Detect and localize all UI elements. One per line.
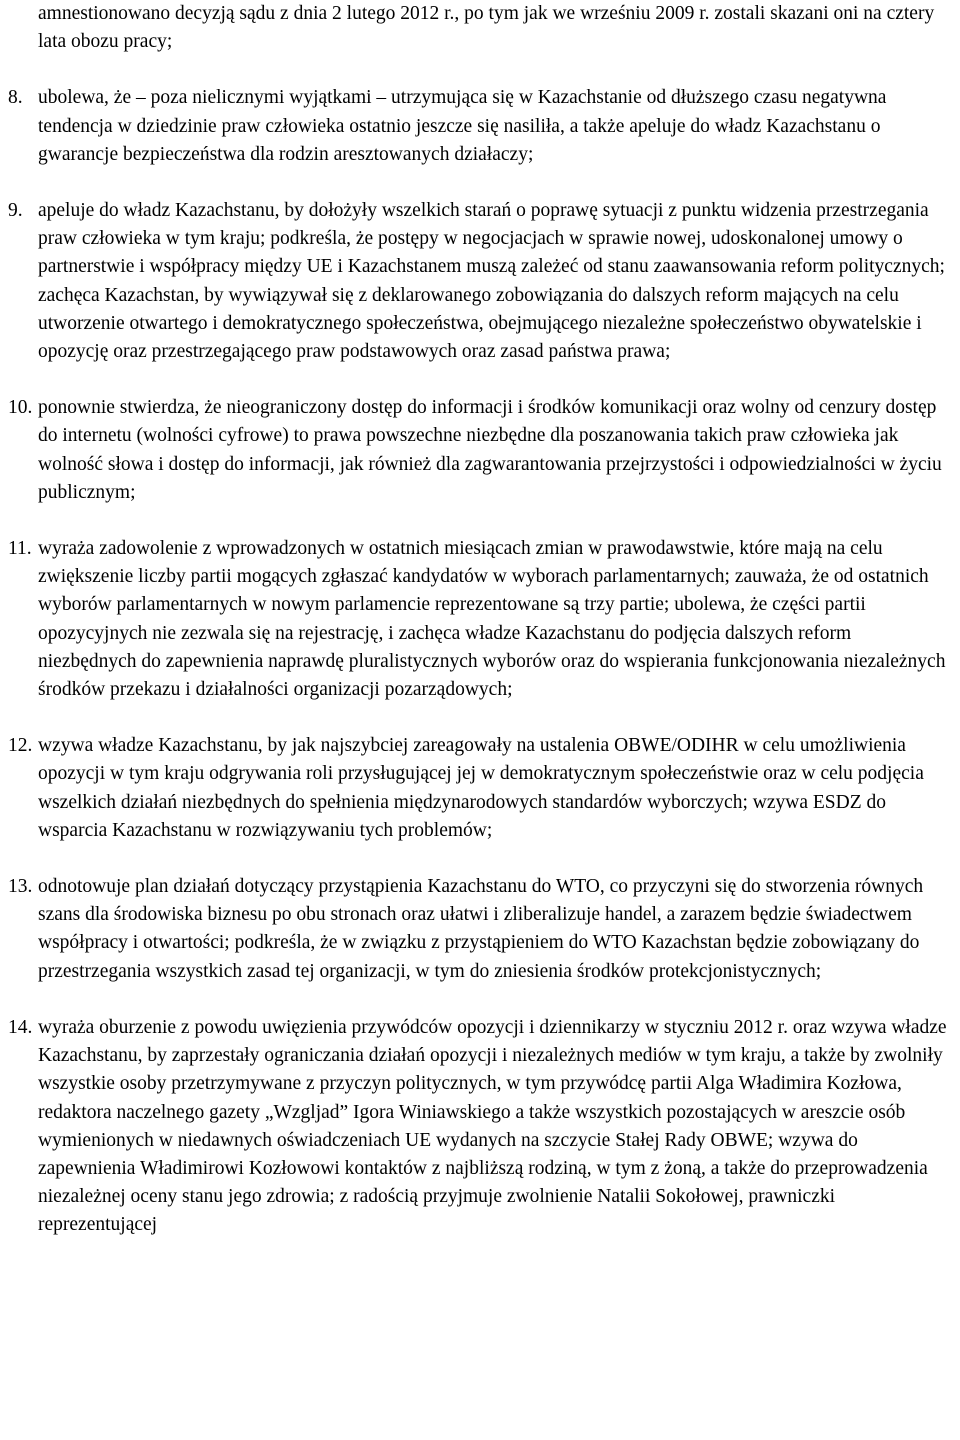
item-number: 10. bbox=[8, 397, 33, 419]
item-number: 8. bbox=[8, 87, 23, 109]
list-item-14 bbox=[8, 1014, 954, 1240]
list-item-10 bbox=[8, 394, 954, 507]
item-number: 9. bbox=[8, 200, 23, 222]
item-text: ponownie stwierdza, że nieograniczony dostęp do informacji i środków komunikacji oraz wolny od cenzury dostęp do internetu (wolności cyfrowe) to prawa powszechne niezbędne dla poszanowania takich praw człowieka jak wolność słowa i dostęp do informacji, jak również dla zagwarantowania przejrzystości i odpowiedzialności w życiu publicznym; bbox=[38, 397, 942, 503]
item-text: ubolewa, że – poza nielicznymi wyjątkami – utrzymująca się w Kazachstanie od dłuższego czasu negatywna tendencja w dziedzinie praw człowieka ostatnio jeszcze się nasiliła, a także apeluje do władz Kazachstanu o gwarancje bezpieczeństwa dla rodzin aresztowanych działaczy; bbox=[38, 87, 887, 165]
list-item-9 bbox=[8, 197, 954, 366]
continuation-paragraph: amnestionowano decyzją sądu z dnia 2 lutego 2012 r., po tym jak we wrześniu 2009 r. zostali skazani oni na cztery lata obozu pracy; bbox=[38, 3, 935, 53]
item-text: wzywa władze Kazachstanu, by jak najszybciej zareagowały na ustalenia OBWE/ODIHR w celu umożliwienia opozycji w tym kraju odgrywania roli przysługującej jej w demokratycznym społeczeństwie oraz w celu podjęcia wszelkich działań niezbędnych do spełnienia międzynarodowych standardów wyborczych; wzywa ESDZ do wsparcia Kazachstanu w rozwiązywaniu tych problemów; bbox=[38, 735, 924, 841]
item-number: 12. bbox=[8, 735, 33, 757]
item-number: 11. bbox=[8, 538, 32, 560]
item-number: 14. bbox=[8, 1016, 33, 1038]
item-text: apeluje do władz Kazachstanu, by dołożyły wszelkich starań o poprawę sytuacji z punktu widzenia przestrzegania praw człowieka w tym kraju; podkreśla, że postępy w negocjacjach w sprawie nowej, udoskonalonej umowy o partnerstwie i współpracy między UE i Kazachstanem muszą zależeć od stanu zaawansowania reform politycznych; zachęca Kazachstan, by wywiązywał się z deklarowanego zobowiązania do dalszych reform mających na celu utworzenie otwartego i demokratycznego społeczeństwa, obejmującego niezależne społeczeństwo obywatelskie i opozycję oraz przestrzegającego praw podstawowych oraz zasad państwa prawa; bbox=[38, 200, 945, 363]
item-text: wyraża zadowolenie z wprowadzonych w ostatnich miesiącach zmian w prawodawstwie, które mają na celu zwiększenie liczby partii mogących zgłaszać kandydatów w wyborach parlamentarnych; zauważa, że od ostatnich wyborów parlamentarnych w nowym parlamencie reprezentowane są trzy partie; ubolewa, że części partii opozycyjnych nie zezwala się na rejestrację, i zachęca władze Kazachstanu do podjęcia dalszych reform niezbędnych do zapewnienia naprawdę pluralistycznych wyborów oraz do wspierania funkcjonowania niezależnych środków przekazu i działalności organizacji pozarządowych; bbox=[38, 538, 946, 701]
item-number: 13. bbox=[8, 876, 33, 898]
list-item-13 bbox=[8, 873, 954, 986]
list-item-8 bbox=[8, 84, 954, 169]
list-item-12 bbox=[8, 732, 954, 845]
item-text: wyraża oburzenie z powodu uwięzienia przywódców opozycji i dziennikarzy w styczniu 2012 r. oraz wzywa władze Kazachstanu, by zaprzestały ograniczania działań opozycji i niezależnych mediów w tym kraju, a także by zwolniły wszystkie osoby przetrzymywane z przyczyn politycznych, w tym przywódcę partii Alga Władimira Kozłowa, redaktora naczelnego gazety „Wzgljad” Igora Winiawskiego a także wszystkich pozostających w areszcie osób wymienionych w niedawnych oświadczeniach UE wydanych na szczycie Stałej Rady OBWE; wzywa do zapewnienia Władimirowi Kozłowowi kontaktów z najbliższą rodziną, w tym z żoną, a także do przeprowadzenia niezależnej oceny stanu jego zdrowia; z radością przyjmuje zwolnienie Natalii Sokołowej, prawniczki reprezentującej bbox=[38, 1016, 947, 1236]
item-text: odnotowuje plan działań dotyczący przystąpienia Kazachstanu do WTO, co przyczyni się do stworzenia równych szans dla środowiska biznesu po obu stronach oraz ułatwi i zliberalizuje handel, a zarazem będzie świadectwem współpracy i otwartości; podkreśla, że w związku z przystąpieniem do WTO Kazachstan będzie zobowiązany do przestrzegania wszystkich zasad tej organizacji, w tym do zniesienia środków protekcjonistycznych; bbox=[38, 876, 924, 982]
list-item-11 bbox=[8, 535, 954, 704]
